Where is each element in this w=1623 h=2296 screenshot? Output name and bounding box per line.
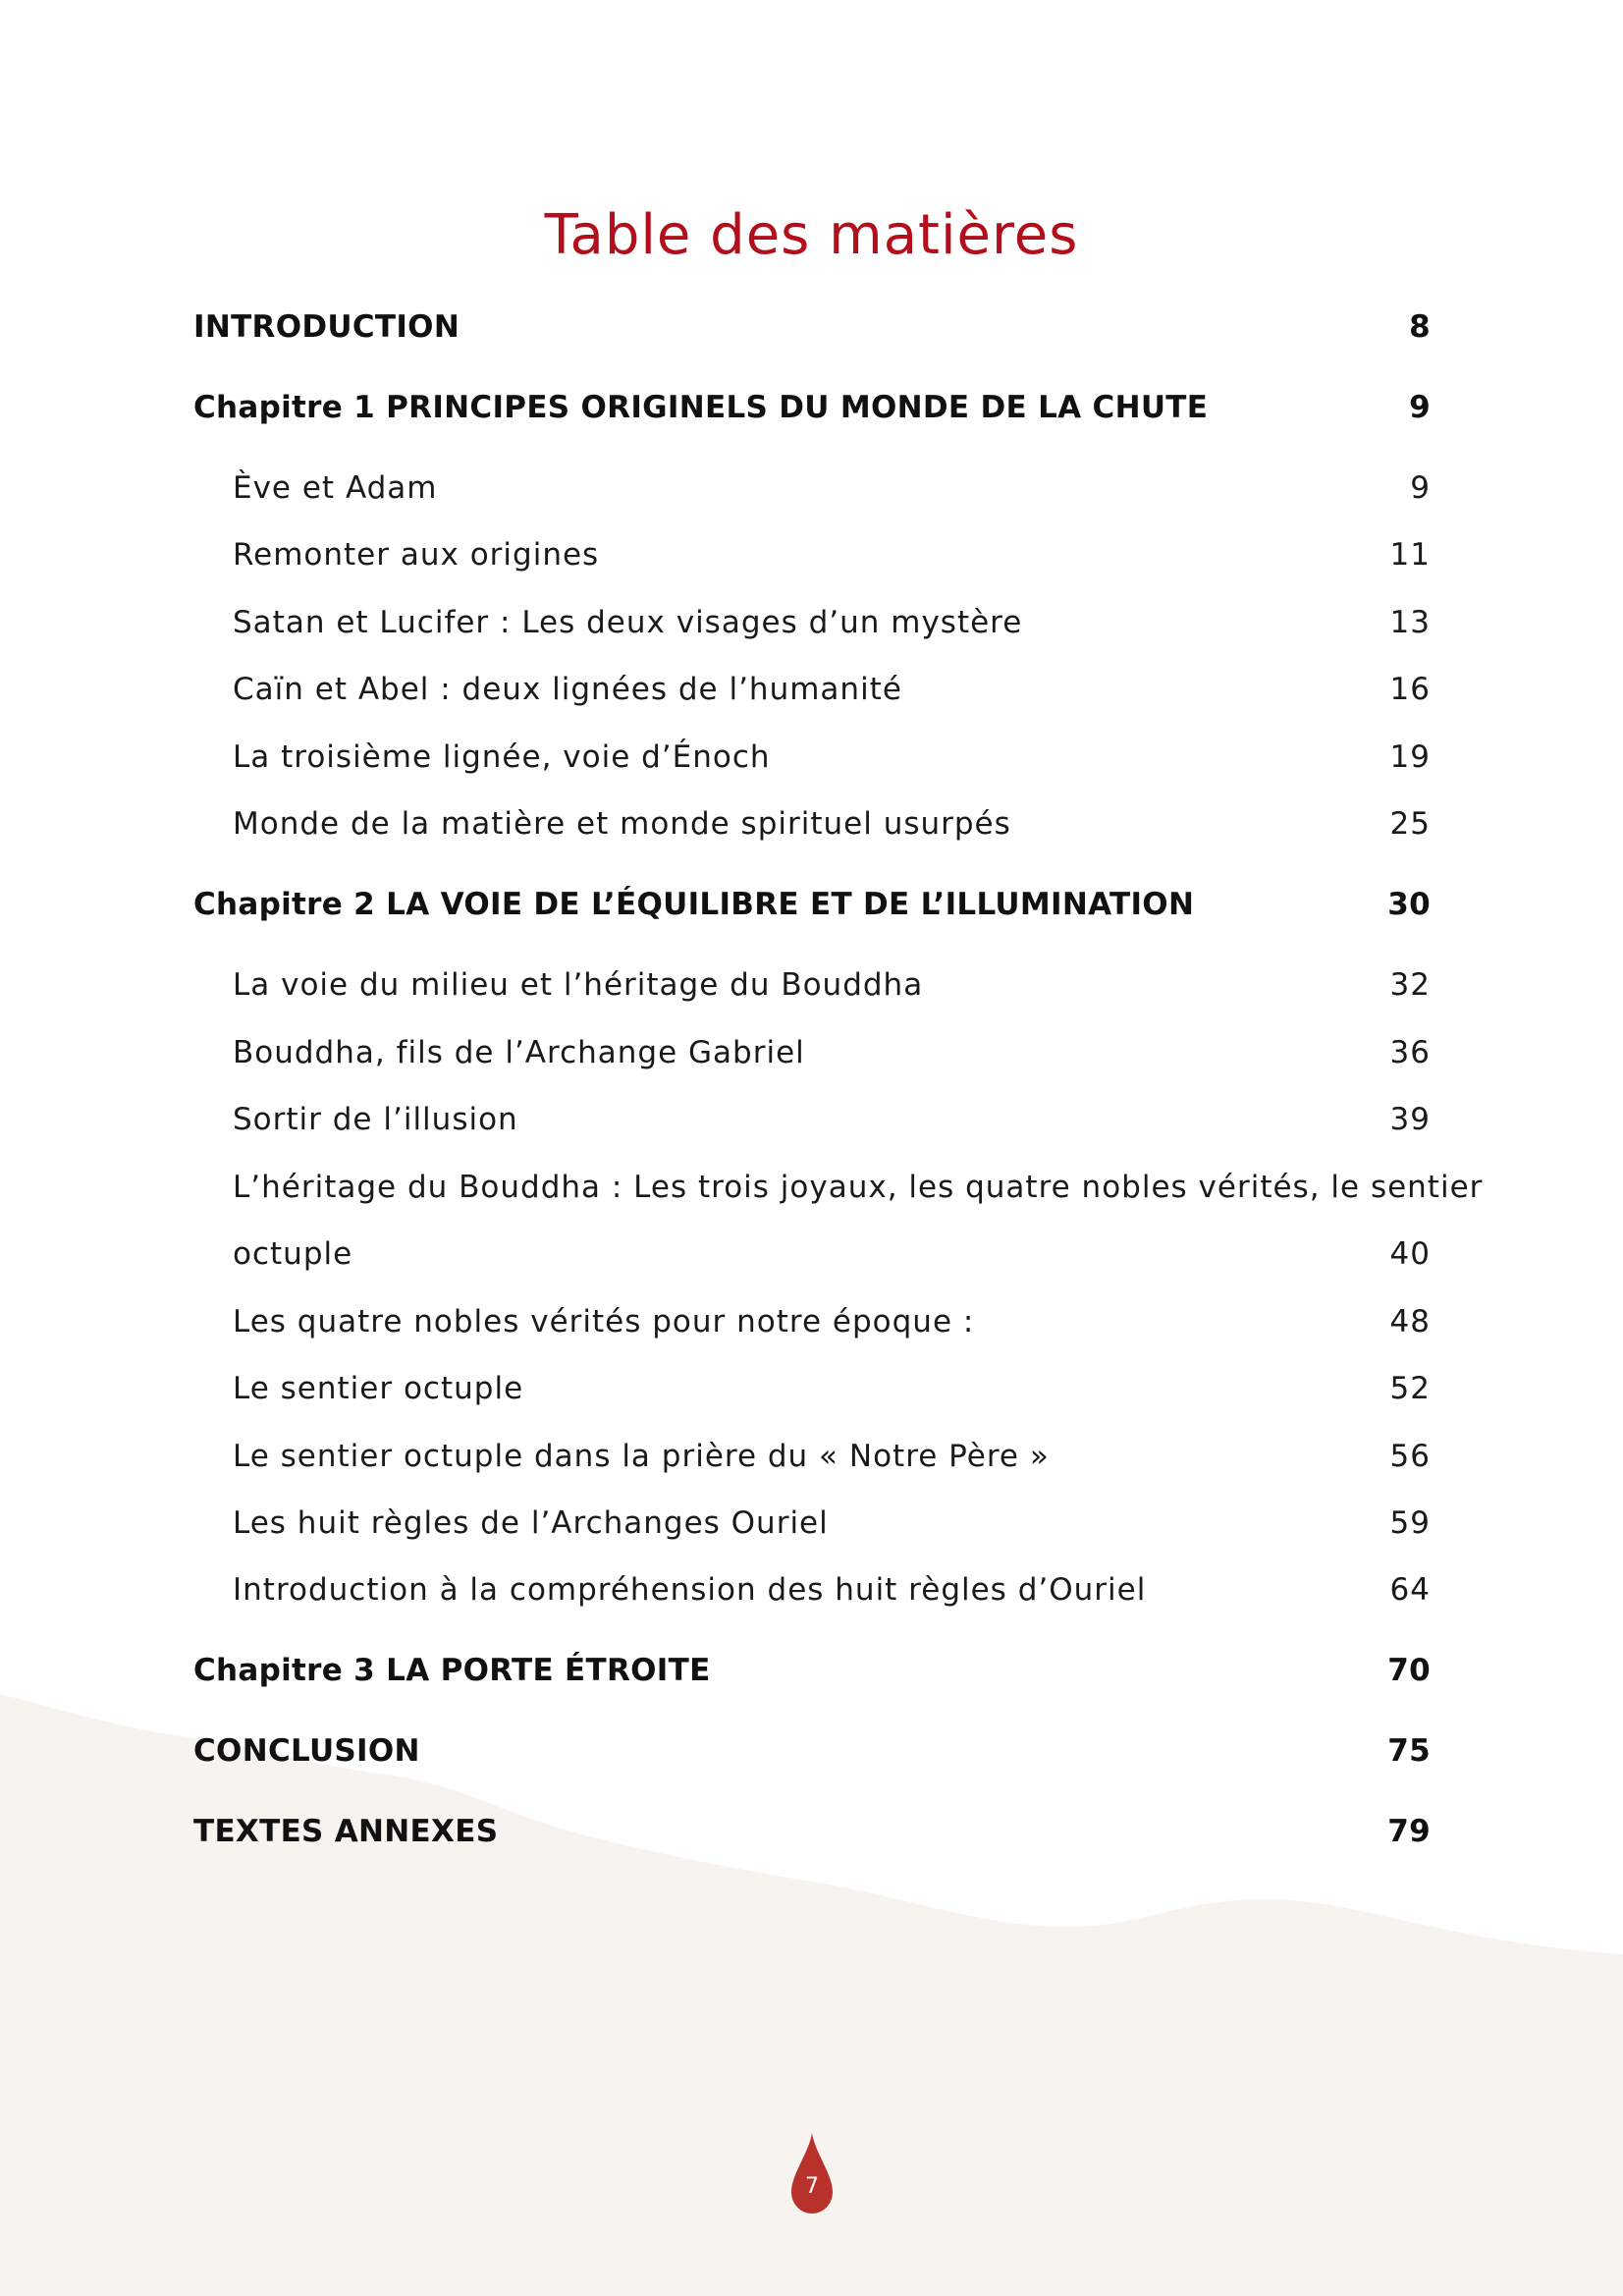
toc-entry-label: Les quatre nobles vérités pour notre époque : xyxy=(233,1304,975,1339)
toc-entry-label: Caïn et Abel : deux lignées de l’humanité xyxy=(233,672,902,707)
toc-entry-section[interactable] xyxy=(193,1297,1431,1346)
toc-entry-page: 32 xyxy=(1389,967,1431,1003)
toc-entry-page: 36 xyxy=(1389,1035,1431,1070)
toc-entry-label: Monde de la matière et monde spirituel usurpés xyxy=(233,806,1011,842)
toc-entry-page: 9 xyxy=(1410,470,1431,506)
toc-entry-label: TEXTES ANNEXES xyxy=(193,1814,499,1849)
toc-entry-label: Ève et Adam xyxy=(233,470,438,506)
toc-entry-section[interactable] xyxy=(193,1163,1484,1212)
toc-entry-label: Chapitre 1 PRINCIPES ORIGINELS DU MONDE DE LA CHUTE xyxy=(193,390,1209,425)
toc-entry-section[interactable] xyxy=(193,598,1431,647)
toc-entry-page: 70 xyxy=(1387,1653,1431,1688)
toc-entry-label: L’héritage du Bouddha : Les trois joyaux, les quatre nobles vérités, le sentier xyxy=(233,1170,1484,1205)
toc-entry-chapter-3[interactable] xyxy=(193,1646,1431,1695)
toc-entry-section[interactable] xyxy=(193,530,1431,579)
toc-entry-section[interactable] xyxy=(193,799,1431,848)
toc-entry-label: La voie du milieu et l’héritage du Bouddha xyxy=(233,967,924,1003)
toc-entry-section[interactable] xyxy=(193,1095,1431,1144)
toc-entry-page: 52 xyxy=(1389,1371,1431,1406)
toc-entry-label: Le sentier octuple xyxy=(233,1371,524,1406)
toc-entry-chapter-2[interactable] xyxy=(193,880,1431,929)
toc-entry-chapter-1[interactable] xyxy=(193,383,1431,432)
toc-entry-page: 19 xyxy=(1389,739,1431,775)
toc-entry-page: 64 xyxy=(1389,1572,1431,1608)
toc-entry-introduction[interactable] xyxy=(193,302,1431,352)
toc-entry-label: Chapitre 2 LA VOIE DE L’ÉQUILIBRE ET DE L’ILLUMINATION xyxy=(193,887,1195,922)
page-title: Table des matières xyxy=(544,203,1079,267)
toc-entry-page: 13 xyxy=(1389,605,1431,640)
toc-entry-section[interactable] xyxy=(193,665,1431,714)
toc-entry-label: La troisième lignée, voie d’Énoch xyxy=(233,739,771,775)
toc-entry-label: Remonter aux origines xyxy=(233,537,600,573)
toc-entry-label-continued: octuple xyxy=(233,1236,353,1272)
toc-entry-page: 56 xyxy=(1389,1439,1431,1474)
toc-entry-label: Les huit règles de l’Archanges Ouriel xyxy=(233,1505,829,1541)
toc-entry-page: 16 xyxy=(1389,672,1431,707)
toc-entry-label: CONCLUSION xyxy=(193,1733,420,1769)
toc-entry-annexes[interactable] xyxy=(193,1807,1431,1856)
toc-entry-page: 25 xyxy=(1389,806,1431,842)
toc-entry-section[interactable] xyxy=(193,1565,1431,1614)
toc-entry-page: 40 xyxy=(1389,1236,1431,1272)
toc-entry-page: 79 xyxy=(1387,1814,1431,1849)
toc-entry-label: Bouddha, fils de l’Archange Gabriel xyxy=(233,1035,805,1070)
toc-entry-section[interactable] xyxy=(193,1432,1431,1481)
toc-entry-section[interactable] xyxy=(193,1364,1431,1413)
toc-entry-page: 8 xyxy=(1409,309,1431,345)
toc-entry-label: Sortir de l’illusion xyxy=(233,1102,518,1137)
toc-entry-page: 59 xyxy=(1389,1505,1431,1541)
toc-entry-section-continued[interactable] xyxy=(193,1230,1431,1279)
toc-entry-page: 48 xyxy=(1389,1304,1431,1339)
toc-entry-page: 75 xyxy=(1387,1733,1431,1769)
toc-entry-page: 11 xyxy=(1389,537,1431,573)
toc-entry-page: 30 xyxy=(1387,887,1431,922)
toc-entry-section[interactable] xyxy=(193,464,1431,513)
toc-entry-conclusion[interactable] xyxy=(193,1726,1431,1776)
toc-entry-section[interactable] xyxy=(193,960,1431,1010)
toc-entry-label: Introduction à la compréhension des huit règles d’Ouriel xyxy=(233,1572,1147,1608)
toc-entry-label: Satan et Lucifer : Les deux visages d’un mystère xyxy=(233,605,1023,640)
page-number: 7 xyxy=(805,2174,819,2199)
toc-entry-section[interactable] xyxy=(193,1028,1431,1077)
toc-entry-section[interactable] xyxy=(193,733,1431,782)
toc-entry-page: 9 xyxy=(1409,390,1431,425)
toc-entry-page: 39 xyxy=(1389,1102,1431,1137)
toc-entry-label: Le sentier octuple dans la prière du « Notre Père » xyxy=(233,1439,1050,1474)
toc-entry-label: INTRODUCTION xyxy=(193,309,460,345)
toc-entry-section[interactable] xyxy=(193,1499,1431,1548)
toc-entry-label: Chapitre 3 LA PORTE ÉTROITE xyxy=(193,1653,711,1688)
